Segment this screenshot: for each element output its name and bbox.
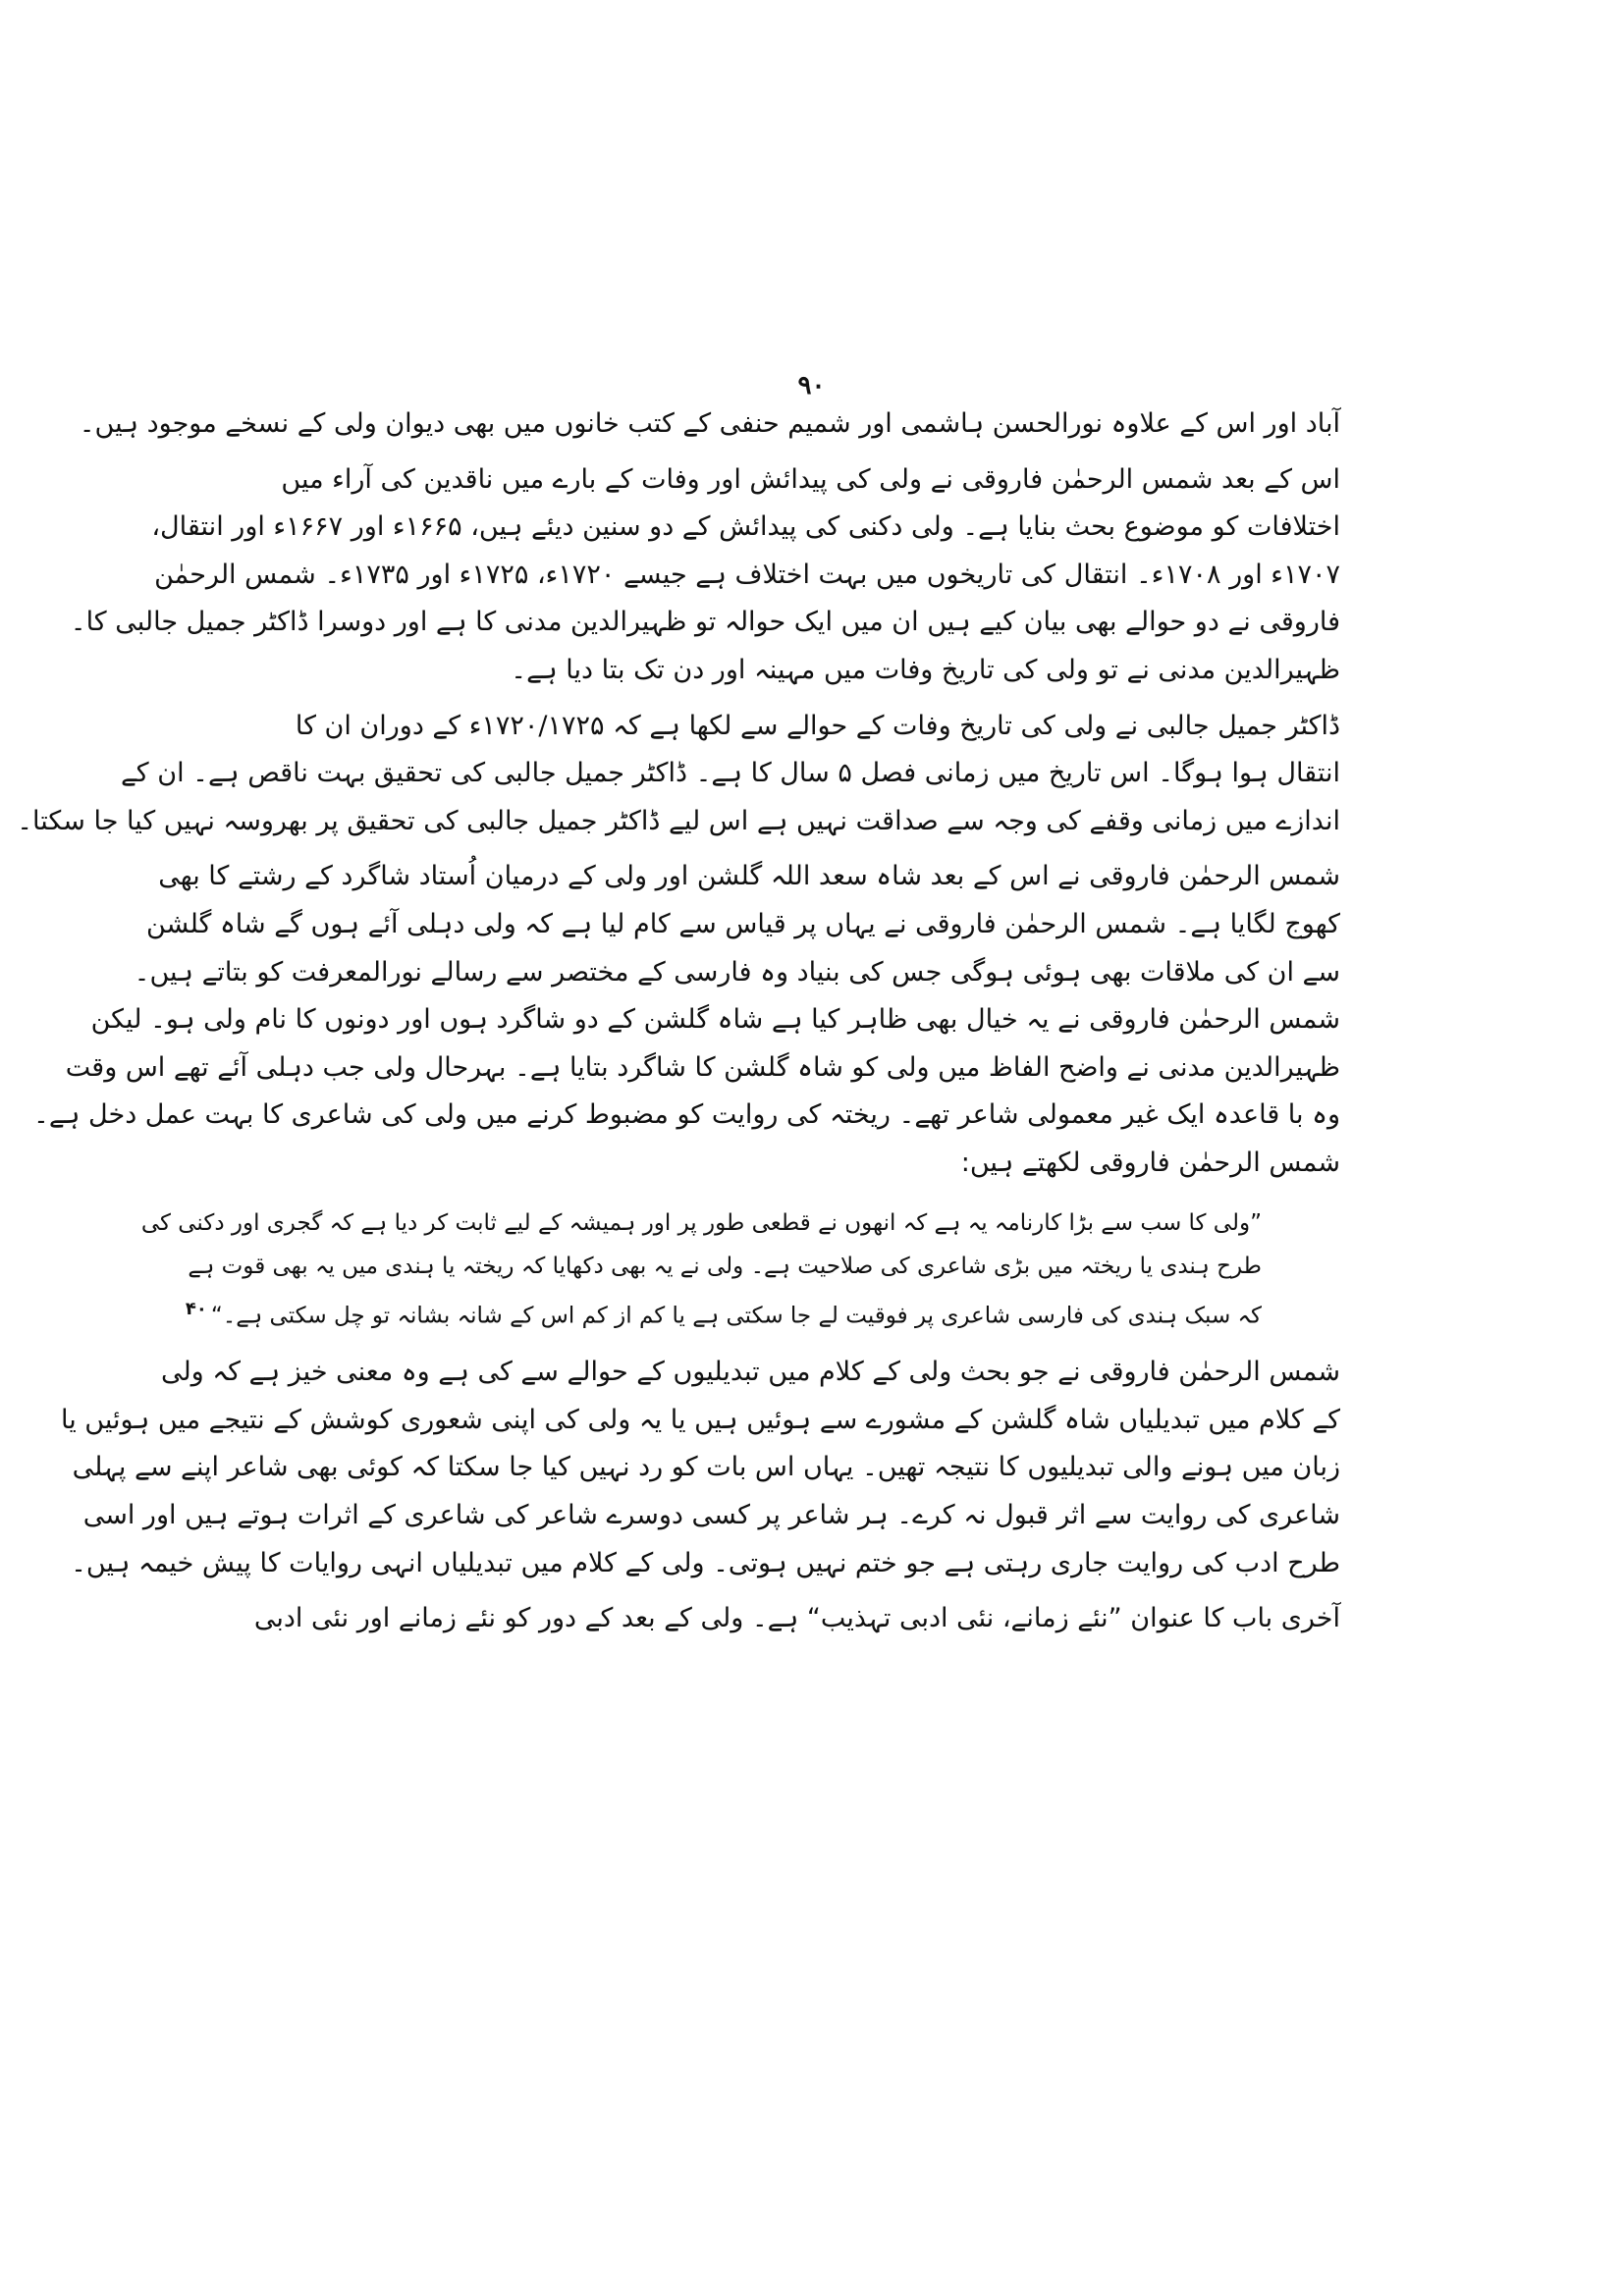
quote-line-text: کہ سبک ہندی کی فارسی شاعری پر فوقیت لے جا سکتی ہے یا کم از کم اس کے شانہ بشانہ تو چل سکتی ہے۔“ [210, 1303, 1262, 1329]
text-line: اس کے بعد شمس الرحمٰن فاروقی نے ولی کی پیدائش اور وفات کے بارے میں ناقدین کی آراء میں [281, 463, 1340, 495]
text-line: زبان میں ہونے والی تبدیلیوں کا نتیجہ تھیں۔ یہاں اس بات کو رد نہیں کیا جا سکتا کہ کوئی بھی شاعر اپنے سے پہلی [72, 1452, 1340, 1483]
paragraph [60, 1349, 1340, 1587]
text-line: طرح ادب کی روایت جاری رہتی ہے جو ختم نہیں ہوتی۔ ولی کے کلام میں تبدیلیاں انہی روایات کا پیش خیمہ ہیں۔ [71, 1547, 1340, 1578]
paragraph [70, 456, 1340, 695]
paragraph [17, 703, 1340, 846]
paragraph [253, 1595, 1340, 1643]
text-line: ڈاکٹر جمیل جالبی نے ولی کی تاریخ وفات کے حوالے سے لکھا ہے کہ ۱۷۲۰/۱۷۲۵ء کے دوران ان کا [295, 710, 1340, 741]
text-line: کھوج لگایا ہے۔ شمس الرحمٰن فاروقی نے یہاں پر قیاس سے کام لیا ہے کہ ولی دہلی آئے ہوں گے شاہ گلشن [145, 908, 1340, 939]
text-line: اندازے میں زمانی وقفے کی وجہ سے صداقت نہیں ہے اس لیے ڈاکٹر جمیل جالبی کی تحقیق پر بھروسہ نہیں کیا جا سکتا۔ [17, 805, 1340, 836]
text-line: انتقال ہوا ہوگا۔ اس تاریخ میں زمانی فصل ۵ سال کا ہے۔ ڈاکٹر جمیل جالبی کی تحقیق بہت ناقص ہے۔ ان کے [120, 758, 1340, 789]
text-line: فاروقی نے دو حوالے بھی بیان کیے ہیں ان میں ایک حوالہ تو ظہیرالدین مدنی کا ہے اور دوسرا ڈاکٹر جمیل جالبی کا۔ [70, 607, 1340, 638]
text-line: ۱۷۰۷ء اور ۱۷۰۸ء۔ انتقال کی تاریخوں میں بہت اختلاف ہے جیسے ۱۷۲۰ء، ۱۷۲۵ء اور ۱۷۳۵ء۔ شمس الرحمٰن [154, 559, 1340, 590]
text-line: شاعری کی روایت سے اثر قبول نہ کرے۔ ہر شاعر پر کسی دوسرے شاعر کی شاعری کے اثرات ہوتے ہیں اور اسی [82, 1499, 1340, 1530]
paragraph [33, 853, 1340, 1187]
quote-line: طرح ہندی یا ریختہ میں بڑی شاعری کی صلاحیت ہے۔ ولی نے یہ بھی دکھایا کہ ریختہ یا ہندی میں یہ بھی قوت ہے [188, 1253, 1262, 1279]
text-line: آخری باب کا عنوان ”نئے زمانے، نئی ادبی تہذیب“ ہے۔ ولی کے بعد کے دور کو نئے زمانے اور نئی ادبی [253, 1603, 1340, 1634]
text-line: ظہیرالدین مدنی نے واضح الفاظ میں ولی کو شاہ گلشن کا شاگرد بتایا ہے۔ بہرحال ولی جب دہلی آئے تھے اس وقت [65, 1051, 1340, 1083]
quote-line [185, 1288, 1262, 1338]
quote-line: ”ولی کا سب سے بڑا کارنامہ یہ ہے کہ انھوں نے قطعی طور پر اور ہمیشہ کے لیے ثابت کر دیا ہے کہ گجری اور دکنی کی [140, 1209, 1262, 1236]
footnote-marker[interactable]: ۴۰ [185, 1298, 207, 1319]
text-line: شمس الرحمٰن فاروقی نے اس کے بعد شاہ سعد اللہ گلشن اور ولی کے درمیان اُستاد شاگرد کے رشتے کا بھی [158, 861, 1340, 892]
body-text [17, 400, 1340, 1643]
page-number: ۹۰ [797, 371, 826, 400]
text-line: شمس الرحمٰن فاروقی نے جو بحث ولی کے کلام میں تبدیلیوں کے حوالے سے کی ہے وہ معنی خیز ہے کہ ولی [160, 1357, 1340, 1388]
text-line: اختلافات کو موضوع بحث بنایا ہے۔ ولی دکنی کی پیدائش کے دو سنین دیئے ہیں، ۱۶۶۵ء اور ۱۶۶۷ء اور انتقال، [151, 511, 1340, 543]
text-line: وہ با قاعدہ ایک غیر معمولی شاعر تھے۔ ریختہ کی روایت کو مضبوط کرنے میں ولی کی شاعری کا بہت عمل دخل ہے۔ [33, 1099, 1340, 1131]
block-quote [140, 1201, 1262, 1338]
text-line: آباد اور اس کے علاوہ نورالحسن ہاشمی اور شمیم حنفی کے کتب خانوں میں بھی دیوان ولی کے نسخے موجود ہیں۔ [79, 408, 1340, 439]
text-line: ظہیرالدین مدنی نے تو ولی کی تاریخ وفات میں مہینہ اور دن تک بتا دیا ہے۔ [511, 654, 1340, 685]
text-line: کے کلام میں تبدیلیاں شاہ گلشن کے مشورے سے ہوئیں ہیں یا یہ ولی کی اپنی شعوری کوشش کے نتیجے میں ہوئیں یا [60, 1404, 1340, 1435]
text-line: شمس الرحمٰن فاروقی لکھتے ہیں: [960, 1147, 1340, 1178]
text-line: شمس الرحمٰن فاروقی نے یہ خیال بھی ظاہر کیا ہے شاہ گلشن کے دو شاگرد ہوں اور دونوں کا نام ولی ہو۔ لیکن [90, 1004, 1340, 1036]
paragraph [79, 400, 1340, 449]
text-line: سے ان کی ملاقات بھی ہوئی ہوگی جس کی بنیاد وہ فارسی کے مختصر سے رسالے نورالمعرفت کو بتاتے ہیں۔ [134, 956, 1340, 988]
